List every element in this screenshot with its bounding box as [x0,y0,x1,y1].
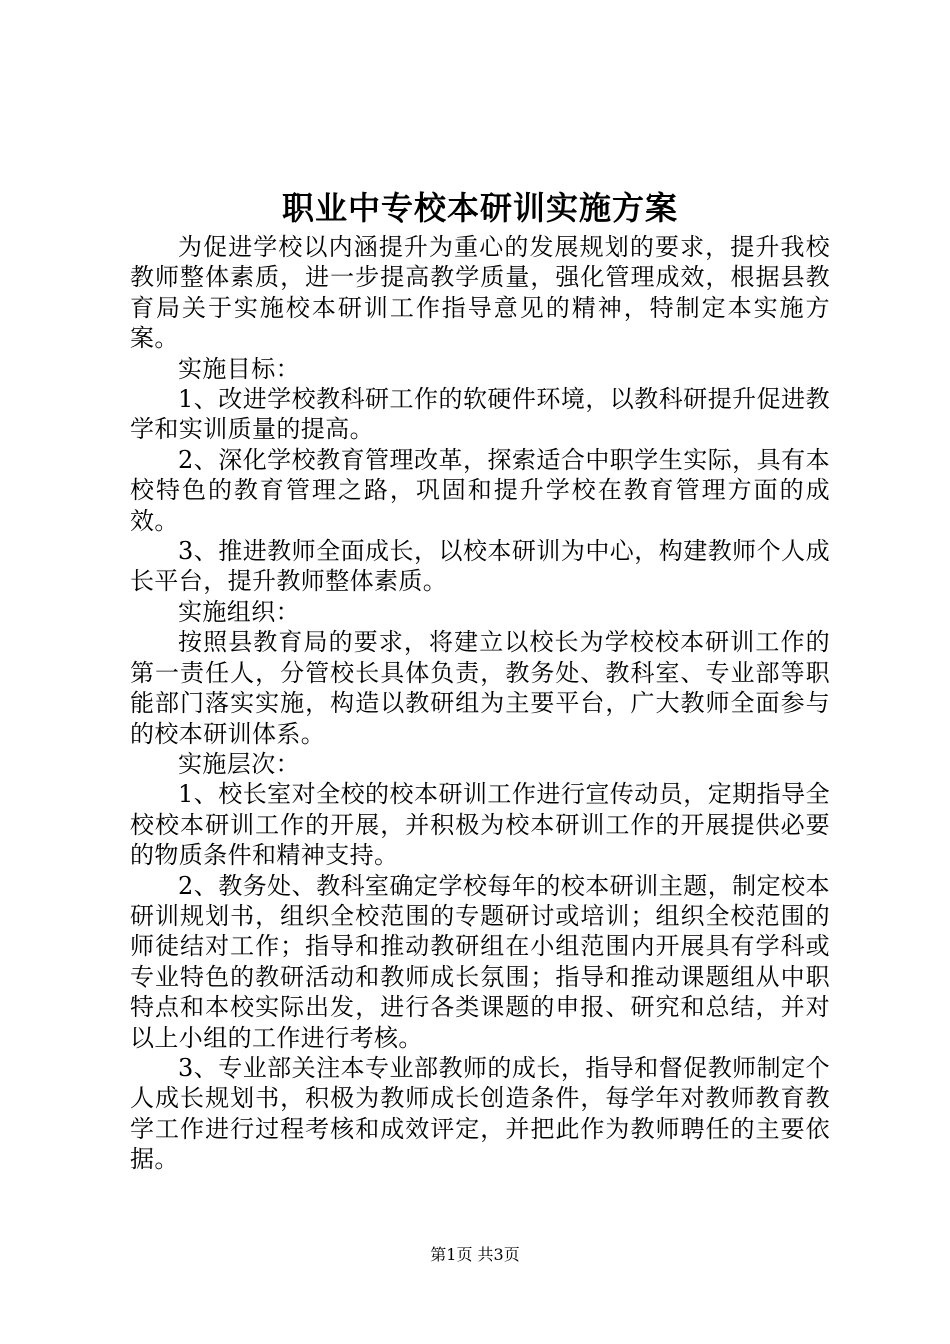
document-title: 职业中专校本研训实施方案 [281,189,678,227]
goal-item-1: 1、改进学校教科研工作的软硬件环境，以教科研提升促进教学和实训质量的提高。 [130,385,830,444]
level-item-1: 1、校长室对全校的校本研训工作进行宣传动员，定期指导全校校本研训工作的开展，并积极为校本研训工作的开展提供必要的物质条件和精神支持。 [130,780,830,870]
organization-paragraph: 按照县教育局的要求，将建立以校长为学校校本研训工作的第一责任人，分管校长具体负责，教务处、教科室、专业部等职能部门落实实施，构造以教研组为主要平台，广大教师全面参与的校本研训体系。 [130,628,830,748]
level-item-2: 2、教务处、教科室确定学校每年的校本研训主题，制定校本研训规划书，组织全校范围的专题研讨或培训；组织全校范围的师徒结对工作；指导和推动教研组在小组范围内开展具有学科或专业特色的教研活动和教师成长氛围；指导和推动课题组从中职特点和本校实际出发，进行各类课题的申报、研究和总结，并对以上小组的工作进行考核。 [130,871,830,1052]
level-item-3: 3、专业部关注本专业部教师的成长，指导和督促教师制定个人成长规划书，积极为教师成长创造条件，每学年对教师教育教学工作进行过程考核和成效评定，并把此作为教师聘任的主要依据。 [130,1053,830,1174]
section-heading-goals: 实施目标： [178,354,300,383]
goal-item-2: 2、深化学校教育管理改革，探索适合中职学生实际，具有本校特色的教育管理之路，巩固和提升学校在教育管理方面的成效。 [130,445,830,535]
section-heading-organization: 实施组织： [178,597,300,626]
goal-item-3: 3、推进教师全面成长，以校本研训为中心，构建教师个人成长平台，提升教师整体素质。 [130,537,830,596]
page-number-footer: 第1页 共3页 [430,1245,520,1264]
section-heading-levels: 实施层次： [178,749,300,778]
document-page [130,186,830,1175]
intro-paragraph: 为促进学校以内涵提升为重心的发展规划的要求，提升我校教师整体素质，进一步提高教学质量，强化管理成效，根据县教育局关于实施校本研训工作指导意见的精神，特制定本实施方案。 [130,233,830,353]
